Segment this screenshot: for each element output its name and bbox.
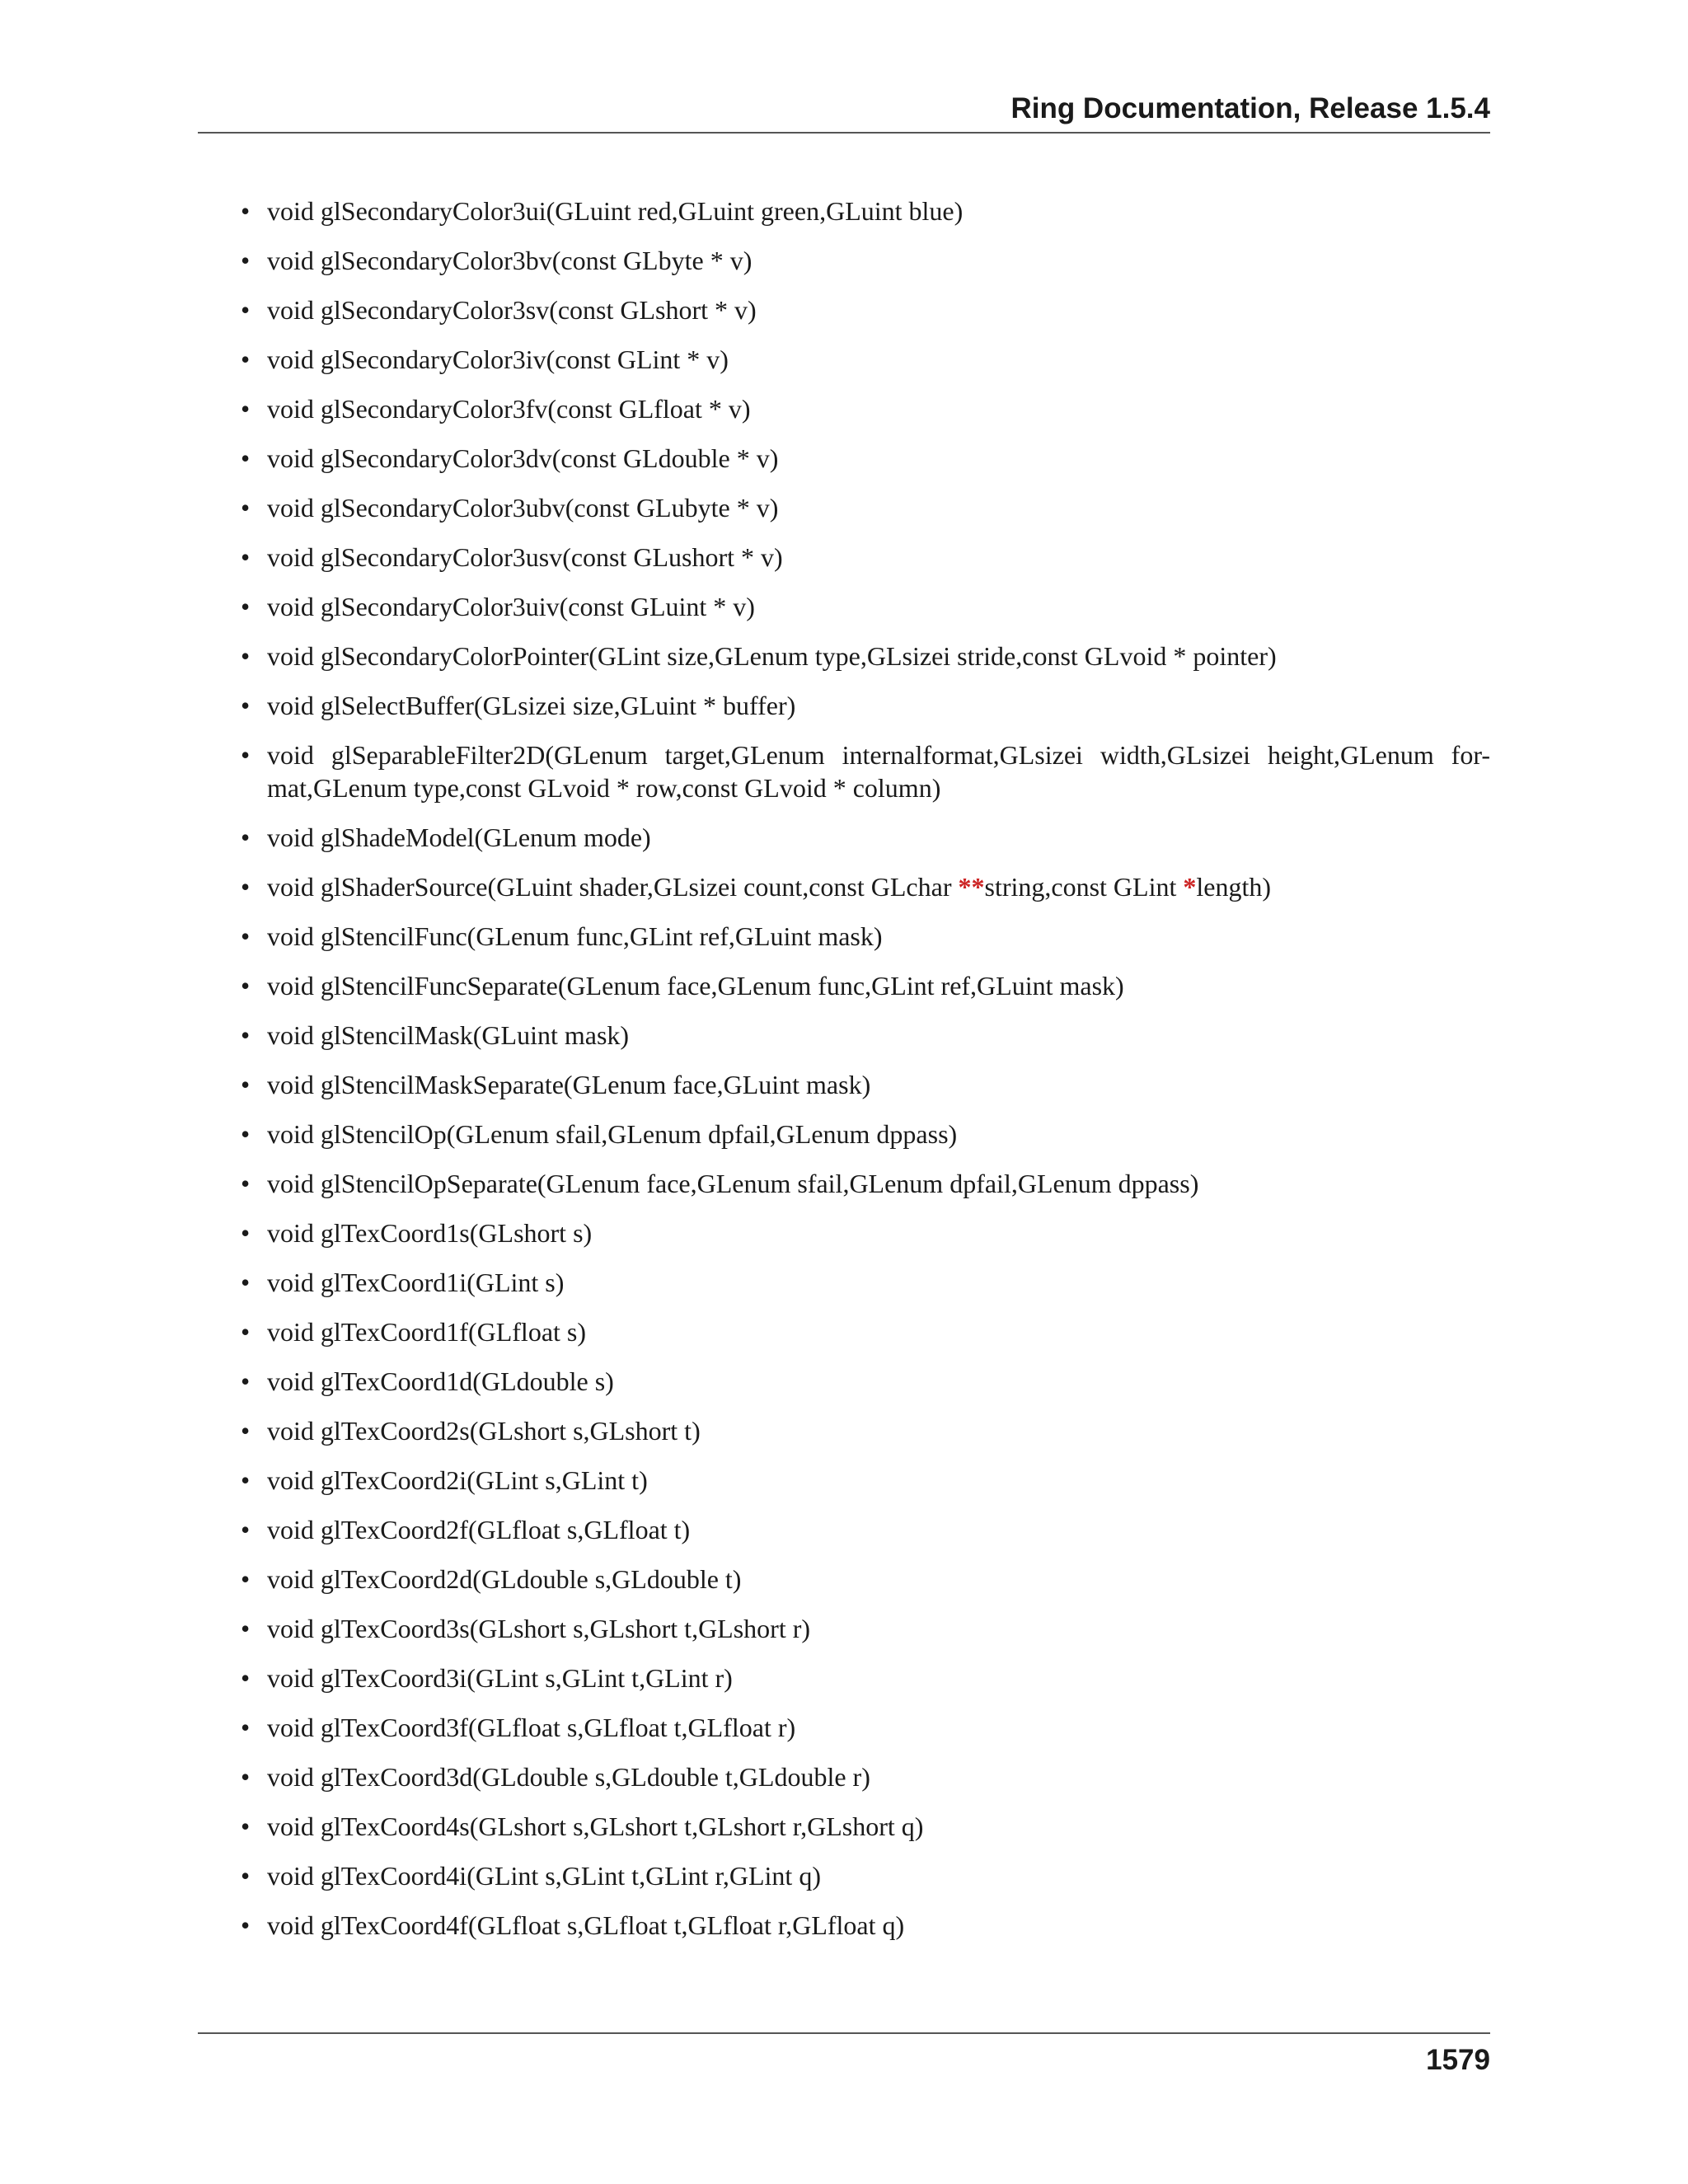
list-item [241, 738, 1490, 804]
list-item-text: void glShaderSource(GLuint shader,GLsizei count,const GLchar [267, 872, 959, 902]
list-item [241, 1315, 1490, 1348]
list-item [241, 541, 1490, 574]
bullet-icon: • [241, 1268, 251, 1297]
list-item-text: void glTexCoord2f(GLfloat s,GLfloat t) [267, 1515, 691, 1544]
list-item [241, 1464, 1490, 1497]
list-item [241, 821, 1490, 854]
list-item [241, 1167, 1490, 1200]
list-item-text: void glShadeModel(GLenum mode) [267, 823, 651, 852]
function-list [241, 194, 1490, 1958]
list-item-text: void glTexCoord3s(GLshort s,GLshort t,GLshort r) [267, 1614, 811, 1643]
bullet-icon: • [241, 1811, 251, 1841]
list-item-text: void glTexCoord3i(GLint s,GLint t,GLint r) [267, 1663, 733, 1693]
bullet-icon: • [241, 1663, 251, 1693]
bullet-icon: • [241, 872, 251, 902]
list-item-text: void glSelectBuffer(GLsizei size,GLuint * buffer) [267, 691, 796, 720]
list-item-text: void glTexCoord1s(GLshort s) [267, 1218, 593, 1248]
list-item-text: void glStencilMask(GLuint mask) [267, 1020, 630, 1050]
bullet-icon: • [241, 246, 251, 275]
list-item [241, 1563, 1490, 1596]
list-item-text: void glSecondaryColor3fv(const GLfloat * v) [267, 394, 751, 424]
list-item-text: void glStencilOp(GLenum sfail,GLenum dpfail,GLenum dppass) [267, 1119, 958, 1149]
list-item-text: void glSecondaryColorPointer(GLint size,GLenum type,GLsizei stride,const GLvoid * pointer) [267, 641, 1277, 671]
bullet-icon: • [241, 344, 251, 374]
list-item-text: void glSecondaryColor3sv(const GLshort * v) [267, 295, 757, 325]
bullet-icon: • [241, 740, 251, 770]
list-item-text: void glSecondaryColor3dv(const GLdouble * v) [267, 443, 779, 473]
list-item [241, 640, 1490, 673]
bullet-icon: • [241, 1861, 251, 1891]
list-item [241, 1216, 1490, 1249]
list-item [241, 194, 1490, 227]
list-item-text: void glStencilMaskSeparate(GLenum face,GLuint mask) [267, 1070, 871, 1099]
bullet-icon: • [241, 1614, 251, 1643]
bullet-icon: • [241, 542, 251, 572]
bullet-icon: • [241, 1218, 251, 1248]
bullet-icon: • [241, 592, 251, 621]
list-item [241, 1068, 1490, 1101]
list-item [241, 343, 1490, 376]
list-item [241, 1414, 1490, 1447]
bullet-icon: • [241, 443, 251, 473]
list-item [241, 1019, 1490, 1052]
list-item [241, 442, 1490, 475]
markup-error-marker: * [1183, 872, 1197, 902]
list-item-text: void glTexCoord4i(GLint s,GLint t,GLint r,GLint q) [267, 1861, 821, 1891]
list-item-text: void glTexCoord3d(GLdouble s,GLdouble t,GLdouble r) [267, 1762, 870, 1792]
list-item-text: void glSecondaryColor3ui(GLuint red,GLuint green,GLuint blue) [267, 196, 964, 226]
list-item-text: void glStencilOpSeparate(GLenum face,GLenum sfail,GLenum dpfail,GLenum dppass) [267, 1169, 1199, 1198]
list-item [241, 1810, 1490, 1843]
list-item [241, 1760, 1490, 1793]
bullet-icon: • [241, 1515, 251, 1544]
list-item [241, 1711, 1490, 1744]
list-item [241, 392, 1490, 425]
list-item-text: void glTexCoord3f(GLfloat s,GLfloat t,GLfloat r) [267, 1713, 796, 1742]
list-item [241, 870, 1490, 903]
bullet-icon: • [241, 1762, 251, 1792]
list-item-text: void glSecondaryColor3bv(const GLbyte * v) [267, 246, 753, 275]
bullet-icon: • [241, 1564, 251, 1594]
list-item-text-end: length) [1196, 872, 1271, 902]
list-item [241, 969, 1490, 1002]
markup-error-marker: ** [958, 872, 985, 902]
list-item-text: void glTexCoord2i(GLint s,GLint t) [267, 1465, 648, 1495]
bullet-icon: • [241, 1910, 251, 1940]
bullet-icon: • [241, 1416, 251, 1446]
page-header [198, 92, 1490, 134]
list-item-text: void glSecondaryColor3ubv(const GLubyte * v) [267, 493, 779, 523]
bullet-icon: • [241, 641, 251, 671]
bullet-icon: • [241, 295, 251, 325]
bullet-icon: • [241, 493, 251, 523]
list-item-text: void glTexCoord4s(GLshort s,GLshort t,GLshort r,GLshort q) [267, 1811, 924, 1841]
bullet-icon: • [241, 1366, 251, 1396]
document-title: Ring Documentation, Release 1.5.4 [1010, 92, 1490, 124]
bullet-icon: • [241, 1070, 251, 1099]
list-item-text: void glSecondaryColor3uiv(const GLuint * v) [267, 592, 755, 621]
list-item-text: void glSecondaryColor3iv(const GLint * v) [267, 344, 729, 374]
list-item [241, 1513, 1490, 1546]
list-item [241, 1661, 1490, 1694]
bullet-icon: • [241, 1317, 251, 1347]
bullet-icon: • [241, 921, 251, 951]
list-item-text: void glTexCoord2d(GLdouble s,GLdouble t) [267, 1564, 742, 1594]
bullet-icon: • [241, 1713, 251, 1742]
list-item [241, 293, 1490, 326]
list-item-text: void glStencilFunc(GLenum func,GLint ref,GLuint mask) [267, 921, 883, 951]
bullet-icon: • [241, 1020, 251, 1050]
list-item [241, 491, 1490, 524]
list-item [241, 1612, 1490, 1645]
list-item [241, 590, 1490, 623]
list-item-text: void glTexCoord2s(GLshort s,GLshort t) [267, 1416, 701, 1446]
list-item [241, 689, 1490, 722]
list-item-text: void glTexCoord1i(GLint s) [267, 1268, 565, 1297]
bullet-icon: • [241, 823, 251, 852]
bullet-icon: • [241, 196, 251, 226]
list-item-text: void glTexCoord1d(GLdouble s) [267, 1366, 614, 1396]
list-item [241, 1118, 1490, 1151]
bullet-icon: • [241, 691, 251, 720]
list-item-text: void glTexCoord1f(GLfloat s) [267, 1317, 587, 1347]
page-footer [198, 2032, 1490, 2083]
list-item [241, 1266, 1490, 1299]
list-item-text: void glTexCoord4f(GLfloat s,GLfloat t,GLfloat r,GLfloat q) [267, 1910, 905, 1940]
page-number: 1579 [1426, 2044, 1490, 2076]
bullet-icon: • [241, 1465, 251, 1495]
list-item [241, 920, 1490, 953]
list-item [241, 1859, 1490, 1892]
bullet-icon: • [241, 971, 251, 1001]
list-item [241, 1909, 1490, 1942]
list-item-text: void glStencilFuncSeparate(GLenum face,GLenum func,GLint ref,GLuint mask) [267, 971, 1124, 1001]
list-item [241, 1365, 1490, 1398]
list-item-text: void glSeparableFilter2D(GLenum target,GLenum internalformat,GLsizei width,GLsizei height,GLenum for-mat,GLenum type,const GLvoid * row,const GLvoid * column) [267, 740, 1490, 803]
bullet-icon: • [241, 394, 251, 424]
list-item-text-continued: string,const GLint [984, 872, 1184, 902]
bullet-icon: • [241, 1169, 251, 1198]
list-item-text: void glSecondaryColor3usv(const GLushort * v) [267, 542, 783, 572]
list-item [241, 244, 1490, 277]
bullet-icon: • [241, 1119, 251, 1149]
